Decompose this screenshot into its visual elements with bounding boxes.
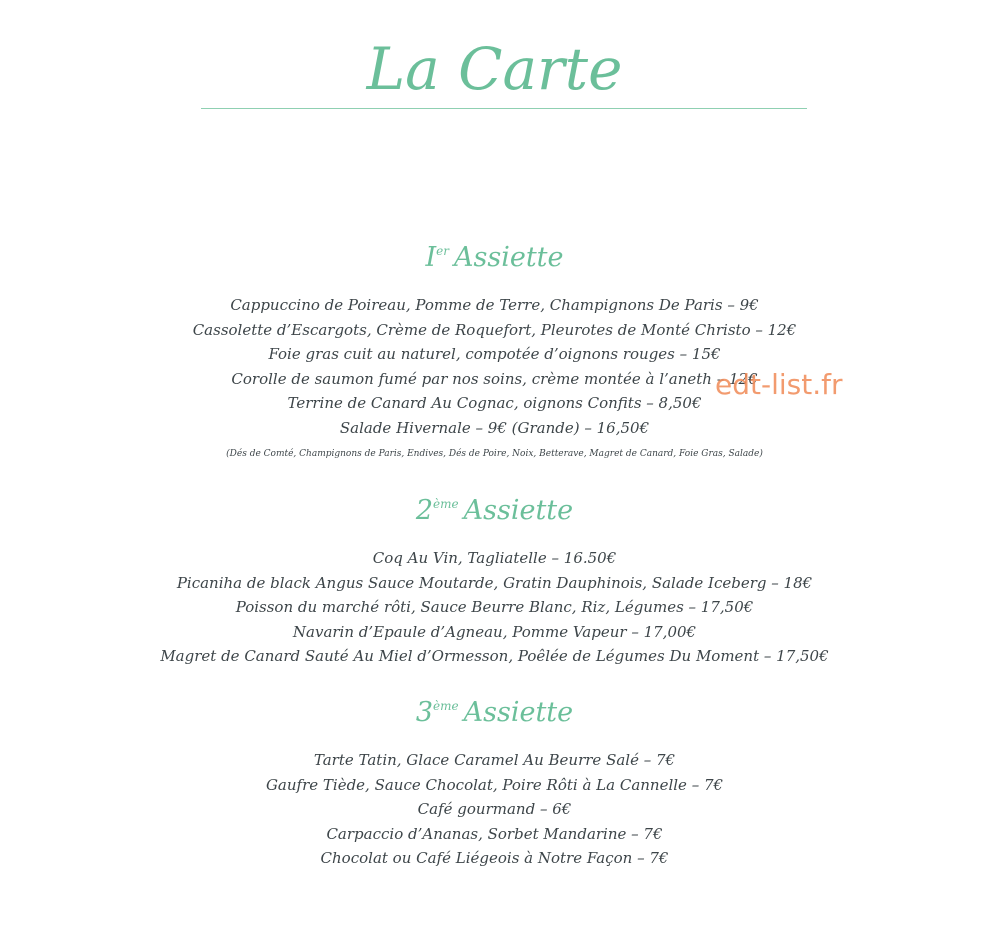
section-ordinal: I — [425, 242, 437, 273]
menu-item: Terrine de Canard Au Cognac, oignons Confits – 8,50€ — [287, 394, 702, 412]
section-ordinal-suffix: er — [436, 244, 449, 258]
menu-item: Chocolat ou Café Liégeois à Notre Façon – 7€ — [320, 849, 669, 867]
menu-item: Salade Hivernale – 9€ (Grande) – 16,50€ — [339, 418, 650, 437]
menu-item: Tarte Tatin, Glace Caramel Au Beurre Salé – 7€ — [313, 751, 676, 769]
salade-ingredients-note: (Dés de Comté, Champignons de Paris, Endives, Dés de Poire, Noix, Betterave, Magret de Canard, Foie Gras, Salade) — [226, 449, 763, 459]
section-items-premiere-assiette — [0, 293, 989, 440]
menu-item: Poisson du marché rôti, Sauce Beurre Blanc, Riz, Légumes – 17,50€ — [235, 598, 754, 616]
section-label: Assiette — [454, 242, 564, 273]
menu-item: Cappuccino de Poireau, Pomme de Terre, Champignons De Paris – 9€ — [230, 296, 759, 314]
section-items-troisieme-assiette — [0, 748, 989, 871]
section-title-deuxieme-assiette — [0, 486, 989, 529]
menu-item: Foie gras cuit au naturel, compotée d’oignons rouges – 15€ — [268, 345, 721, 363]
menu-item: Picaniha de black Angus Sauce Moutarde, Gratin Dauphinois, Salade Iceberg – 18€ — [176, 573, 813, 592]
menu-item: Magret de Canard Sauté Au Miel d’Ormesson, Poêlée de Légumes Du Moment – 17,50€ — [160, 647, 829, 665]
menu-item: Navarin d’Epaule d’Agneau, Pomme Vapeur – 17,00€ — [292, 622, 697, 641]
title-divider — [201, 108, 807, 109]
section-ordinal-suffix: ème — [433, 497, 459, 511]
watermark-logo: edt-list.fr — [715, 368, 843, 401]
section-ordinal: 3 — [415, 697, 434, 728]
section-title-premiere-assiette — [0, 233, 989, 276]
section-ordinal-suffix: ème — [433, 699, 459, 713]
menu-item: Gaufre Tiède, Sauce Chocolat, Poire Rôti à La Cannelle – 7€ — [265, 775, 724, 794]
menu-item: Café gourmand – 6€ — [417, 800, 572, 818]
section-items-deuxieme-assiette — [0, 546, 989, 669]
menu-item: Carpaccio d’Ananas, Sorbet Mandarine – 7€ — [326, 824, 663, 843]
section-label: Assiette — [463, 697, 574, 728]
menu-item: Cassolette d’Escargots, Crème de Roquefort, Pleurotes de Monté Christo – 12€ — [192, 320, 797, 339]
section-label: Assiette — [463, 495, 574, 526]
section-ordinal: 2 — [415, 495, 434, 526]
menu-item: Corolle de saumon fumé par nos soins, crème montée à l’aneth – 12€ — [231, 369, 758, 388]
section-title-troisieme-assiette — [0, 688, 989, 731]
page-title: La Carte — [366, 35, 623, 103]
menu-item: Coq Au Vin, Tagliatelle – 16.50€ — [372, 549, 617, 567]
